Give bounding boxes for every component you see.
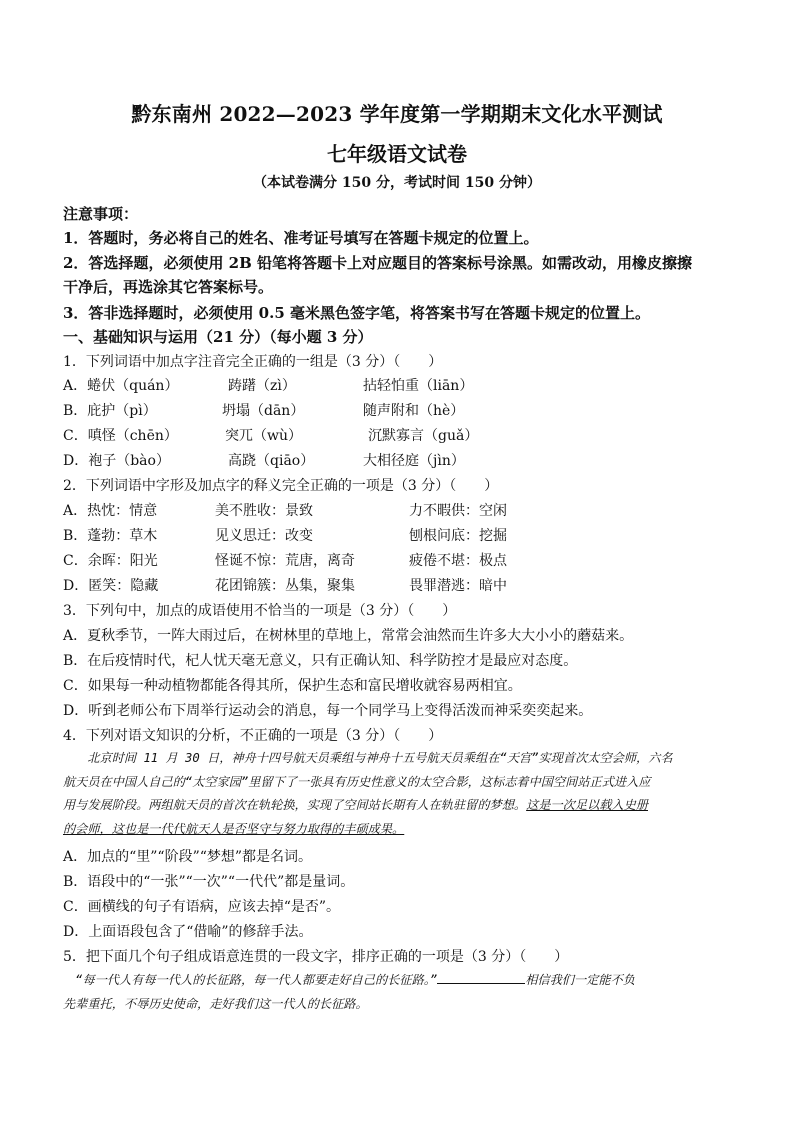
q4-option-d: D．上面语段包含了“借喻”的修辞手法。 — [63, 924, 313, 940]
q3-option-b: B．在后疫情时代，杞人忧天毫无意义，只有正确认知、科学防控才是最应对态度。 — [63, 653, 578, 669]
question-3-stem: 3．下列句中，加点的成语使用不恰当的一项是（3 分）（ ） — [63, 603, 457, 619]
q2-option-d-1: D．匿笑：隐藏 — [63, 578, 159, 594]
q1-option-a-3: 拈轻怕重（liān） — [363, 378, 474, 394]
q2-option-c-3: 疲倦不堪：极点 — [409, 553, 507, 569]
q1-option-b-1: B．庇护（pì） — [63, 403, 157, 419]
exam-subtitle: 七年级语文试卷 — [327, 142, 467, 166]
question-4-stem: 4．下列对语文知识的分析，不正确的一项是（3 分）（ ） — [63, 728, 443, 744]
question-2-stem: 2．下列词语中字形及加点字的释义完全正确的一项是（3 分）（ ） — [63, 478, 499, 494]
notice-item-1: 1．答题时，务必将自己的姓名、准考证号填写在答题卡规定的位置上。 — [63, 229, 539, 247]
q4-underlined-sentence-start: 这是一次足以载入史册 — [526, 798, 648, 812]
q5-answer-blank — [437, 971, 525, 984]
q2-option-b-1: B．蓬勃：草木 — [63, 528, 158, 544]
q3-option-c: C．如果每一种动植物都能各得其所，保护生态和富民增收就容易两相宜。 — [63, 678, 522, 694]
q3-option-d: D．听到老师公布下周举行运动会的消息，每一个同学马上变得活泼而神采奕奕起来。 — [63, 703, 593, 719]
q4-option-b: B．语段中的“一张”“一次”“一代代”都是量词。 — [63, 874, 355, 890]
q4-option-a: A．加点的“里”“阶段”“梦想”都是名词。 — [63, 849, 313, 865]
q4-passage-line-4 — [63, 818, 731, 842]
q1-option-d-2: 高跷（qiāo） — [228, 453, 315, 469]
q4-underlined-sentence-end: 的会师，这也是一代代航天人是否坚守与努力取得的丰硕成果。 — [63, 821, 405, 836]
q2-option-c-2: 怪诞不惊：荒唐，离奇 — [215, 553, 355, 569]
q1-option-d-1: D．袍子（bào） — [63, 453, 170, 469]
q4-passage-line-2: 航天员在中国人自己的“太空家园”里留下了一张具有历史性意义的太空合影，这标志着中国空间站正式进入应 — [63, 774, 651, 789]
notice-heading: 注意事项： — [63, 205, 139, 223]
q5-passage-line-2: 先辈重托，不辱历史使命，走好我们这一代人的长征路。 — [63, 996, 368, 1011]
q2-option-b-2: 见义思迁：改变 — [215, 528, 313, 544]
q1-option-c-1: C．嗔怪（chēn） — [63, 428, 178, 444]
q2-option-d-3: 畏罪潜逃：暗中 — [409, 578, 507, 594]
q4-passage-line-3 — [63, 794, 731, 818]
q5-passage-before: “每一代人有每一代人的长征路，每一代人都要走好自己的长征路。” — [63, 973, 438, 987]
notice-item-3: 3．答非选择题时，必须使用 0.5 毫米黑色签字笔，将答案书写在答题卡规定的位置上。 — [63, 304, 650, 322]
q2-option-a-3: 力不暇供：空闲 — [409, 503, 507, 519]
q1-option-b-3: 随声附和（hè） — [363, 403, 465, 419]
q1-option-c-3: 沉默寡言（guǎ） — [368, 428, 479, 444]
q3-option-a: A．夏秋季节，一阵大雨过后，在树林里的草地上，常常会油然而生许多大大小小的蘑菇来。 — [63, 628, 634, 644]
exam-note: （本试卷满分 150 分，考试时间 150 分钟） — [253, 175, 541, 191]
q2-option-a-1: A．热忱：情意 — [63, 503, 158, 519]
question-1-stem: 1．下列词语中加点字注音完全正确的一组是（3 分）（ ） — [63, 354, 443, 370]
q2-option-a-2: 美不胜收：景致 — [215, 503, 313, 519]
q1-option-a-2: 踌躇（zì） — [228, 378, 296, 394]
q5-passage-after: 相信我们一定能不负 — [525, 973, 635, 987]
exam-title: 黔东南州 2022—2023 学年度第一学期期末文化水平测试 — [131, 102, 663, 126]
q5-passage-line-1 — [63, 969, 731, 993]
q2-option-b-3: 刨根问底：挖掘 — [409, 528, 507, 544]
q1-option-d-3: 大相径庭（jìn） — [363, 453, 465, 469]
q1-option-b-2: 坍塌（dān） — [222, 403, 305, 419]
notice-item-2: 2．答选择题，必须使用 2B 铅笔将答题卡上对应题目的答案标号涂黑。如需改动，用橡皮擦擦 — [63, 254, 693, 272]
q2-option-d-2: 花团锦簇：丛集，聚集 — [215, 578, 355, 594]
section-heading: 一、基础知识与运用（21 分）（每小题 3 分） — [63, 328, 373, 346]
q4-passage-line-3-text: 用与发展阶段。两组航天员的首次在轨轮换，实现了空间站长期有人在轨驻留的梦想。 — [63, 798, 527, 812]
q2-option-c-1: C．余晖：阳光 — [63, 553, 158, 569]
question-5-stem: 5．把下面几个句子组成语意连贯的一段文字，排序正确的一项是（3 分）（ ） — [63, 949, 569, 965]
q1-option-a-1: A．蜷伏（quán） — [63, 378, 179, 394]
notice-item-2-cont: 干净后，再选涂其它答案标号。 — [63, 278, 274, 296]
q5-passage — [63, 969, 731, 1016]
q1-option-c-2: 突兀（wù） — [225, 428, 302, 444]
q4-option-c: C．画横线的句子有语病，应该去掉“是否”。 — [63, 899, 341, 915]
q4-passage-line-1: 北京时间 11 月 30 日，神舟十四号航天员乘组与神舟十五号航天员乘组在“天宫”实现首次太空会师，六名 — [63, 751, 673, 765]
q4-passage — [63, 747, 731, 841]
